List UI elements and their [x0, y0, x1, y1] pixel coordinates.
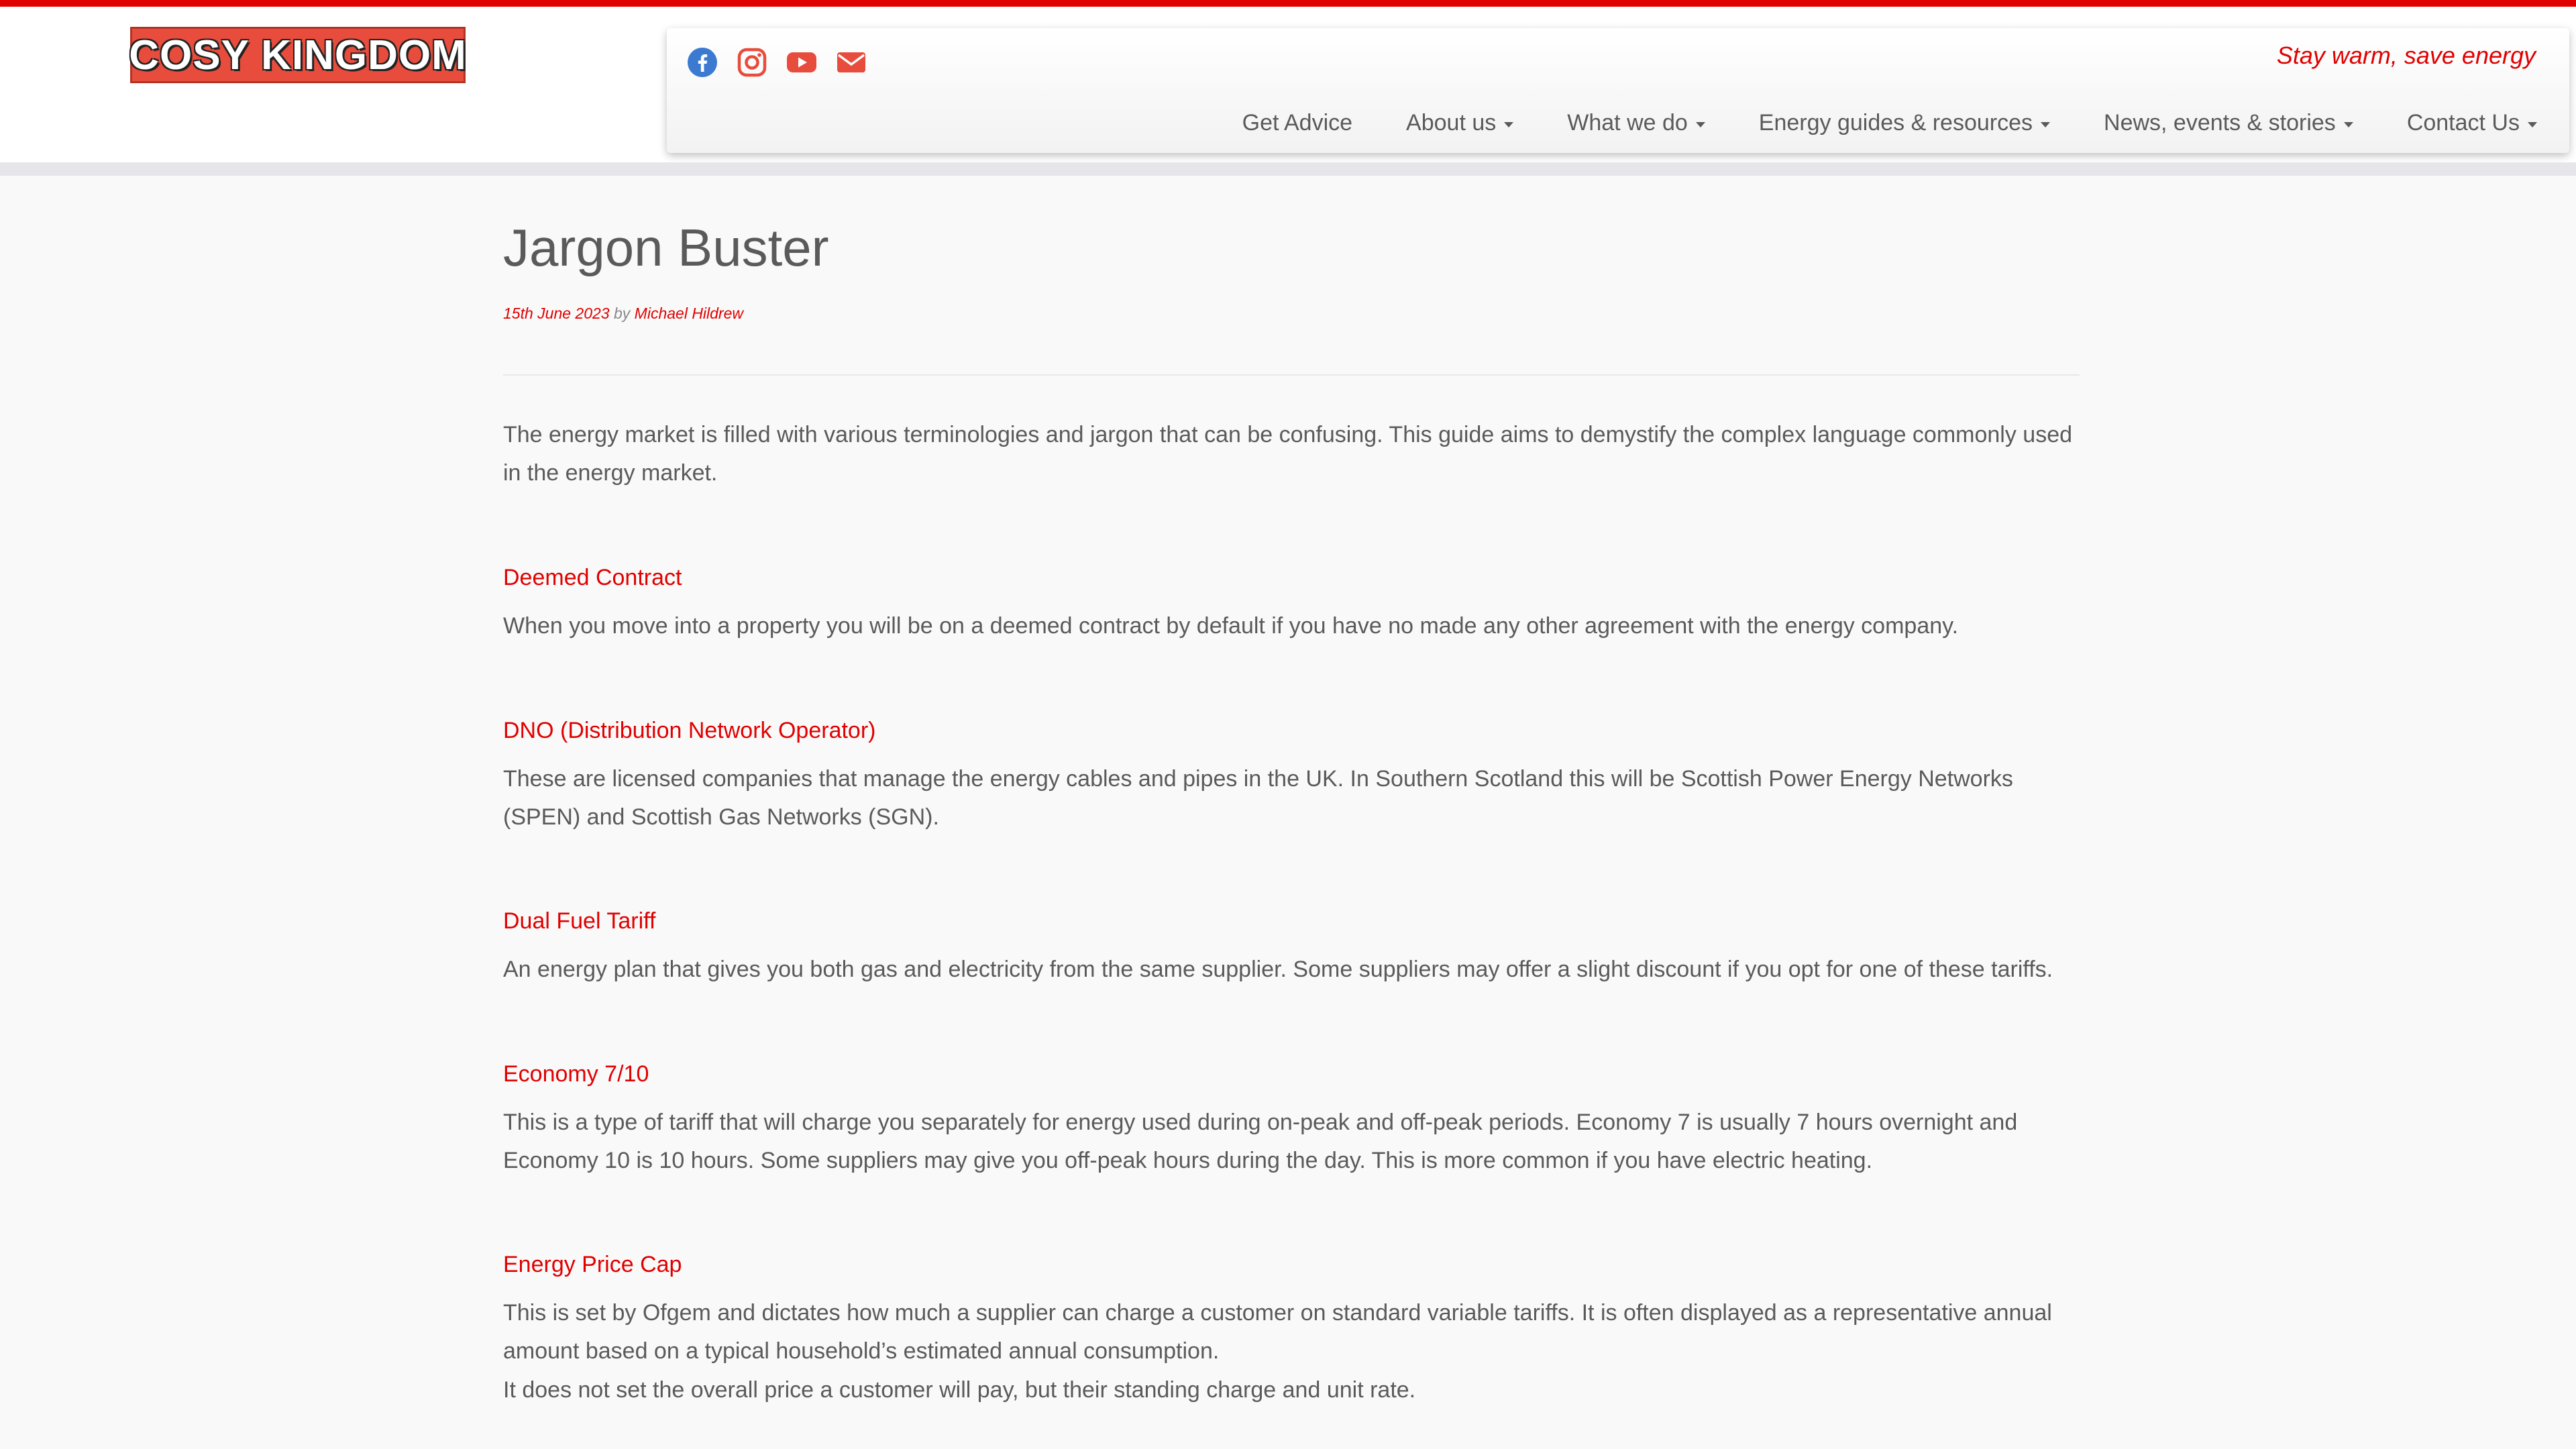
- term-definition: These are licensed companies that manage the energy cables and pipes in the UK. In Southern Scotland this will be Scottish Power Energy Networks (SPEN) and Scottish Gas Networks (SGN).: [503, 766, 2013, 830]
- header-separator-strip: [0, 162, 2576, 176]
- caret-down-icon: [2528, 122, 2537, 127]
- author-link[interactable]: Michael Hildrew: [634, 305, 743, 322]
- site-logo[interactable]: COSY KINGDOM: [130, 27, 466, 83]
- menu-item-what-we-do[interactable]: [1540, 110, 1732, 136]
- article-meta: [503, 305, 743, 323]
- term-heading: Economy 7/10: [503, 1061, 649, 1087]
- menu-item-energy-guides[interactable]: [1732, 110, 2077, 136]
- menu-item-contact-us[interactable]: [2380, 110, 2537, 136]
- menu-item-news-events[interactable]: [2077, 110, 2380, 136]
- term-definition: This is set by Ofgem and dictates how much a supplier can charge a customer on standard variable tariffs. It is often displayed as a representative annual amount based on a typical household’s estimated annual consumption.: [503, 1300, 2052, 1364]
- title-divider: [503, 374, 2080, 376]
- page-title: Jargon Buster: [503, 218, 829, 277]
- term-definition: An energy plan that gives you both gas and electricity from the same supplier. Some suppliers may offer a slight discount if you opt for one of these tariffs.: [503, 957, 2053, 982]
- instagram-icon[interactable]: [735, 46, 769, 79]
- menu-item-label: Energy guides & resources: [1758, 110, 2033, 136]
- term-definition-extra: It does not set the overall price a customer will pay, but their standing charge and unit rate.: [503, 1377, 1416, 1403]
- main-menu: [1216, 110, 2537, 136]
- caret-down-icon: [1696, 122, 1705, 127]
- term-definition: When you move into a property you will be on a deemed contract by default if you have no made any other agreement with the energy company.: [503, 613, 1959, 639]
- byline-text: by: [613, 305, 631, 322]
- post-date-link[interactable]: 15th June 2023: [503, 305, 610, 322]
- facebook-icon[interactable]: [686, 46, 719, 79]
- intro-paragraph: The energy market is filled with various terminologies and jargon that can be confusing. This guide aims to demystify the complex language commonly used in the energy market.: [503, 422, 2073, 486]
- menu-item-label: Contact Us: [2406, 110, 2520, 136]
- site-tagline: Stay warm, save energy: [2276, 42, 2536, 69]
- menu-item-label: What we do: [1567, 110, 1688, 136]
- social-links: [686, 46, 868, 79]
- term-heading: DNO (Distribution Network Operator): [503, 718, 876, 743]
- caret-down-icon: [2344, 122, 2353, 127]
- top-accent-bar: [0, 0, 2576, 7]
- caret-down-icon: [2041, 122, 2050, 127]
- envelope-icon[interactable]: [835, 46, 868, 79]
- menu-item-label: Get Advice: [1242, 110, 1353, 136]
- menu-item-label: News, events & stories: [2104, 110, 2336, 136]
- site-header: [0, 7, 2576, 162]
- term-definition: This is a type of tariff that will charge you separately for energy used during on-peak and off-peak periods. Economy 7 is usually 7 hours overnight and Economy 10 is 10 hours. Some suppliers may give you off-peak hours during the day. This is more common if you have electric heating.: [503, 1110, 2018, 1173]
- navigation-box: [667, 28, 2569, 153]
- term-heading: Deemed Contract: [503, 565, 682, 590]
- menu-item-label: About us: [1406, 110, 1497, 136]
- term-heading: Dual Fuel Tariff: [503, 908, 656, 934]
- term-heading: Energy Price Cap: [503, 1252, 682, 1277]
- menu-item-get-advice[interactable]: [1216, 110, 1379, 136]
- caret-down-icon: [1504, 122, 1513, 127]
- youtube-icon[interactable]: [785, 46, 818, 79]
- menu-item-about-us[interactable]: [1379, 110, 1540, 136]
